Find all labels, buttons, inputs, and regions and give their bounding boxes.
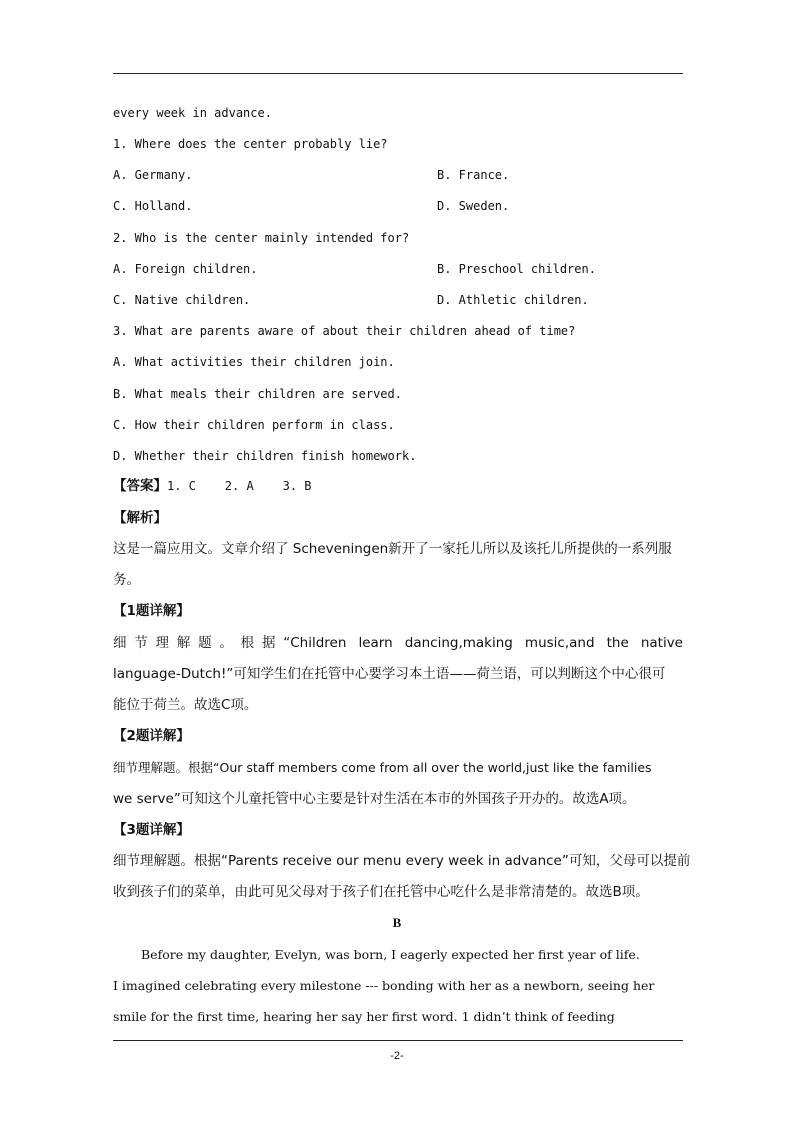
question-3-option-a: A. What activities their children join. — [113, 355, 395, 369]
detail-2-label: 【2题详解】 — [113, 728, 190, 744]
section-b-line-2: I imagined celebrating every milestone --- bonding with her as a newborn, seeing her — [113, 978, 655, 993]
detail-1-line-2: language-Dutch!”可知学生们在托管中心要学习本土语——荷兰语，可以判断这个中心很可 — [113, 666, 666, 682]
question-1-option-b: B. France. — [437, 168, 510, 182]
answer-text: 1. C 2. A 3. B — [167, 479, 312, 493]
analysis-line-1: 这是一篇应用文。文章介绍了 Scheveningen新开了一家托儿所以及该托儿所提供的一系列服 — [113, 541, 672, 557]
answer-line — [113, 479, 312, 493]
question-1-option-d: D. Sweden. — [437, 199, 510, 213]
section-b-heading: B — [392, 915, 402, 930]
question-2-option-a: A. Foreign children. — [113, 262, 258, 276]
section-b-line-3: smile for the first time, hearing her say her first word. 1 didn’t think of feeding — [113, 1009, 615, 1024]
question-1-stem: 1. Where does the center probably lie? — [113, 137, 388, 151]
analysis-label: 【解析】 — [113, 510, 167, 526]
question-2-option-b: B. Preschool children. — [437, 262, 596, 276]
detail-2-line-1: 细节理解题。根据“Our staff members come from all over the world,just like the families — [113, 760, 652, 775]
header-rule — [113, 73, 683, 74]
question-3-option-d: D. Whether their children finish homework. — [113, 449, 417, 463]
detail-2-line-2: we serve”可知这个儿童托管中心主要是针对生活在本市的外国孩子开办的。故选A项。 — [113, 791, 636, 807]
detail-3-label: 【3题详解】 — [113, 822, 190, 838]
detail-1-label: 【1题详解】 — [113, 603, 190, 619]
question-1-option-a: A. Germany. — [113, 168, 193, 182]
question-2-stem: 2. Who is the center mainly intended for? — [113, 231, 410, 245]
question-2-option-d: D. Athletic children. — [437, 293, 589, 307]
analysis-line-2: 务。 — [113, 572, 140, 588]
question-3-option-c: C. How their children perform in class. — [113, 418, 395, 432]
passage-continuation: every week in advance. — [113, 106, 272, 120]
page-number: -2- — [390, 1050, 404, 1062]
detail-3-line-1: 细节理解题。根据“Parents receive our menu every week in advance”可知，父母可以提前 — [113, 853, 691, 869]
question-1-option-c: C. Holland. — [113, 199, 193, 213]
question-2-option-c: C. Native children. — [113, 293, 251, 307]
detail-1-line-1: 细节理解题。根据“Children learn dancing,making music,and the native — [113, 635, 683, 651]
detail-3-line-2: 收到孩子们的菜单，由此可见父母对于孩子们在托管中心吃什么是非常清楚的。故选B项。 — [113, 884, 649, 900]
footer-rule — [113, 1040, 683, 1041]
detail-1-line-3: 能位于荷兰。故选C项。 — [113, 697, 258, 713]
question-3-stem: 3. What are parents aware of about their children ahead of time? — [113, 324, 576, 338]
answer-label: 【答案】 — [113, 478, 167, 494]
question-3-option-b: B. What meals their children are served. — [113, 387, 402, 401]
section-b-line-1: Before my daughter, Evelyn, was born, I eagerly expected her first year of life. — [141, 947, 640, 962]
